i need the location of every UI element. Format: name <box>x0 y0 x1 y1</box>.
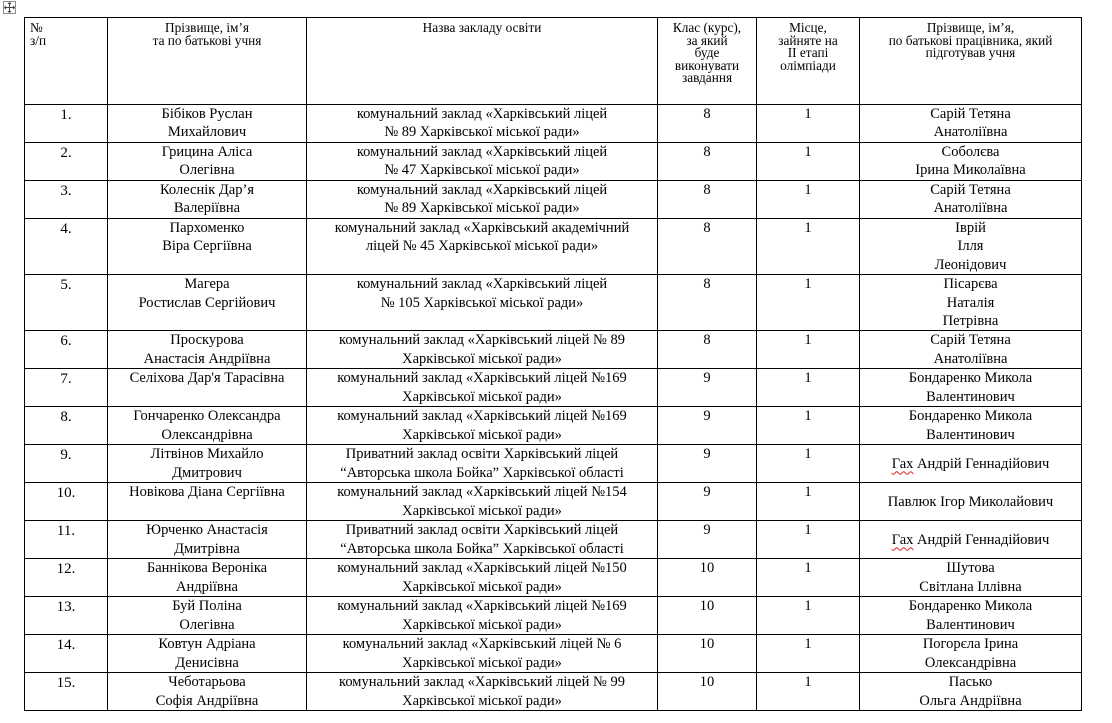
grade: 8 <box>658 181 757 219</box>
school-name: комунальний заклад «Харківський ліцей № 6 Харківської міської ради» <box>307 635 658 673</box>
teacher-name: Сарій Тетяна Анатоліївна <box>860 105 1082 143</box>
row-number: 13. <box>25 597 108 635</box>
grade: 8 <box>658 275 757 331</box>
student-name: Грицина Аліса Олегівна <box>108 143 307 181</box>
teacher-name <box>860 445 1082 483</box>
school-name: Приватний заклад освіти Харківський ліцей “Авторська школа Бойка” Харківської області <box>307 521 658 559</box>
header-student: Прізвище, ім’я та по батькові учня <box>108 18 307 105</box>
student-name: Новікова Діана Сергіївна <box>108 483 307 521</box>
table-row <box>25 597 1082 635</box>
student-name: Селіхова Дар'я Тарасівна <box>108 369 307 407</box>
student-name: Проскурова Анастасія Андріївна <box>108 331 307 369</box>
place: 1 <box>757 181 860 219</box>
school-name: комунальний заклад «Харківський ліцей № 89 Харківської міської ради» <box>307 181 658 219</box>
grade: 10 <box>658 559 757 597</box>
teacher-name: Сарій Тетяна Анатоліївна <box>860 181 1082 219</box>
place: 1 <box>757 673 860 711</box>
grade: 10 <box>658 635 757 673</box>
place: 1 <box>757 275 860 331</box>
place: 1 <box>757 143 860 181</box>
row-number: 4. <box>25 219 108 275</box>
school-name: комунальний заклад «Харківський ліцей № 89 Харківської міської ради» <box>307 331 658 369</box>
school-name: комунальний заклад «Харківський ліцей №154 Харківської міської ради» <box>307 483 658 521</box>
place: 1 <box>757 105 860 143</box>
row-number: 14. <box>25 635 108 673</box>
school-name: комунальний заклад «Харківський ліцей № 105 Харківської міської ради» <box>307 275 658 331</box>
table-row <box>25 369 1082 407</box>
table-move-handle-icon[interactable] <box>3 1 16 14</box>
teacher-name-rest: Андрій Геннадійович <box>913 455 1050 472</box>
place: 1 <box>757 635 860 673</box>
teacher-name: Сарій Тетяна Анатоліївна <box>860 331 1082 369</box>
place: 1 <box>757 331 860 369</box>
table-row <box>25 219 1082 275</box>
student-name: Бібіков Руслан Михайлович <box>108 105 307 143</box>
header-place: Місце, зайняте на ІІ етапі олімпіади <box>757 18 860 105</box>
table-row <box>25 445 1082 483</box>
school-name: комунальний заклад «Харківський ліцей № 99 Харківської міської ради» <box>307 673 658 711</box>
table-row <box>25 407 1082 445</box>
school-name: комунальний заклад «Харківський ліцей № 47 Харківської міської ради» <box>307 143 658 181</box>
teacher-name: Бондаренко Микола Валентинович <box>860 597 1082 635</box>
grade: 8 <box>658 331 757 369</box>
header-grade: Клас (курс), за який буде виконувати завдання <box>658 18 757 105</box>
row-number: 8. <box>25 407 108 445</box>
teacher-name: Соболєва Ірина Миколаївна <box>860 143 1082 181</box>
table-row <box>25 635 1082 673</box>
grade: 8 <box>658 143 757 181</box>
student-name: Пархоменко Віра Сергіївна <box>108 219 307 275</box>
teacher-name: Погорєла Ірина Олександрівна <box>860 635 1082 673</box>
table-row <box>25 105 1082 143</box>
place: 1 <box>757 369 860 407</box>
place: 1 <box>757 219 860 275</box>
header-teacher: Прізвище, ім’я, по батькові працівника, який підготував учня <box>860 18 1082 105</box>
school-name: комунальний заклад «Харківський академічний ліцей № 45 Харківської міської ради» <box>307 219 658 275</box>
place: 1 <box>757 559 860 597</box>
teacher-name: Бондаренко Микола Валентинович <box>860 407 1082 445</box>
spellcheck-marked-word: Гах <box>891 455 914 472</box>
row-number: 3. <box>25 181 108 219</box>
teacher-name: Павлюк Ігор Миколайович <box>860 483 1082 521</box>
place: 1 <box>757 407 860 445</box>
student-name: Магера Ростислав Сергійович <box>108 275 307 331</box>
teacher-name: Пісарєва Наталія Петрівна <box>860 275 1082 331</box>
table-row <box>25 521 1082 559</box>
row-number: 9. <box>25 445 108 483</box>
header-school: Назва закладу освіти <box>307 18 658 105</box>
table-row <box>25 483 1082 521</box>
table-row <box>25 673 1082 711</box>
row-number: 15. <box>25 673 108 711</box>
student-name: Колеснік Дар’я Валеріївна <box>108 181 307 219</box>
teacher-name <box>860 521 1082 559</box>
row-number: 1. <box>25 105 108 143</box>
grade: 9 <box>658 369 757 407</box>
row-number: 2. <box>25 143 108 181</box>
student-name: Баннікова Вероніка Андріївна <box>108 559 307 597</box>
header-number: № з/п <box>25 18 108 105</box>
grade: 9 <box>658 445 757 483</box>
grade: 8 <box>658 105 757 143</box>
place: 1 <box>757 597 860 635</box>
school-name: комунальний заклад «Харківський ліцей №169 Харківської міської ради» <box>307 369 658 407</box>
table-row <box>25 143 1082 181</box>
place: 1 <box>757 483 860 521</box>
row-number: 10. <box>25 483 108 521</box>
student-name: Юрченко Анастасія Дмитрівна <box>108 521 307 559</box>
student-name: Літвінов Михайло Дмитрович <box>108 445 307 483</box>
place: 1 <box>757 521 860 559</box>
grade: 10 <box>658 597 757 635</box>
teacher-name: Іврій Ілля Леонідович <box>860 219 1082 275</box>
school-name: комунальний заклад «Харківський ліцей №150 Харківської міської ради» <box>307 559 658 597</box>
teacher-name-rest: Андрій Геннадійович <box>913 531 1050 548</box>
row-number: 11. <box>25 521 108 559</box>
table-row <box>25 331 1082 369</box>
grade: 9 <box>658 483 757 521</box>
spellcheck-marked-word: Гах <box>891 531 914 548</box>
student-name: Чеботарьова Софія Андріївна <box>108 673 307 711</box>
grade: 9 <box>658 407 757 445</box>
row-number: 7. <box>25 369 108 407</box>
row-number: 5. <box>25 275 108 331</box>
student-name: Ковтун Адріана Денисівна <box>108 635 307 673</box>
student-name: Гончаренко Олександра Олександрівна <box>108 407 307 445</box>
table-row <box>25 181 1082 219</box>
teacher-name: Шутова Світлана Іллівна <box>860 559 1082 597</box>
grade: 9 <box>658 521 757 559</box>
row-number: 6. <box>25 331 108 369</box>
teacher-name: Бондаренко Микола Валентинович <box>860 369 1082 407</box>
school-name: комунальний заклад «Харківський ліцей №169 Харківської міської ради» <box>307 597 658 635</box>
student-name: Буй Поліна Олегівна <box>108 597 307 635</box>
teacher-name: Пасько Ольга Андріївна <box>860 673 1082 711</box>
grade: 8 <box>658 219 757 275</box>
school-name: Приватний заклад освіти Харківський ліцей “Авторська школа Бойка” Харківської області <box>307 445 658 483</box>
table-row <box>25 275 1082 331</box>
table-row <box>25 559 1082 597</box>
grade: 10 <box>658 673 757 711</box>
school-name: комунальний заклад «Харківський ліцей №169 Харківської міської ради» <box>307 407 658 445</box>
table-header-row <box>25 18 1082 105</box>
school-name: комунальний заклад «Харківський ліцей № 89 Харківської міської ради» <box>307 105 658 143</box>
row-number: 12. <box>25 559 108 597</box>
olympiad-results-table <box>24 17 1082 711</box>
place: 1 <box>757 445 860 483</box>
